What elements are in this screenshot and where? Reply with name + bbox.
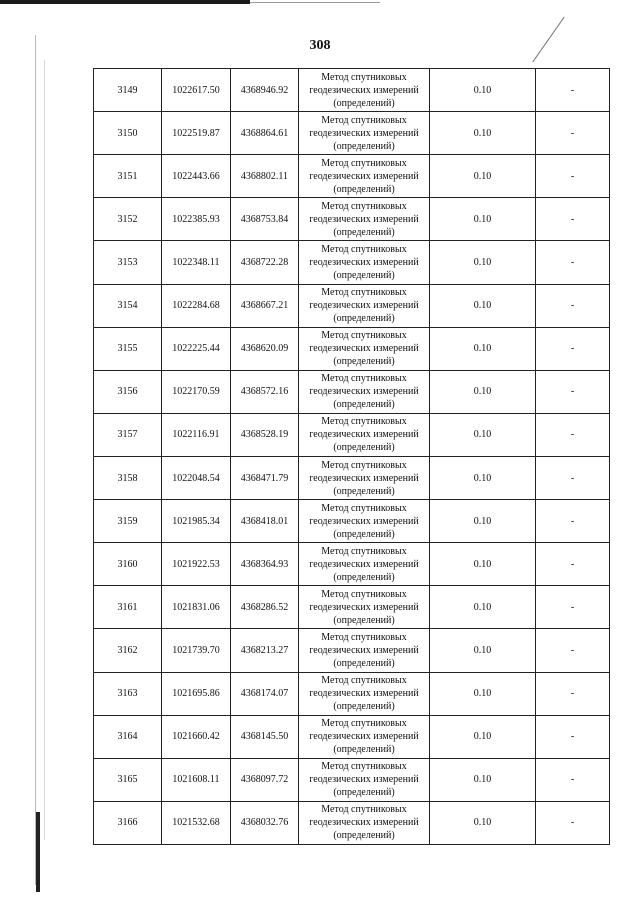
point-number-cell: 3160: [94, 543, 162, 586]
point-number-cell: 3162: [94, 629, 162, 672]
accuracy-cell: 0.10: [430, 586, 536, 629]
point-number-cell: 3154: [94, 284, 162, 327]
table-row: [94, 586, 610, 629]
y-coordinate-cell: 4368145.50: [231, 715, 299, 758]
x-coordinate-cell: 1022443.66: [162, 155, 231, 198]
method-text-line: геодезических измерений: [309, 601, 419, 613]
point-number-cell: 3155: [94, 327, 162, 370]
method-text-line: Метод спутниковых: [321, 675, 407, 687]
method-text-line: (определений): [333, 356, 395, 368]
point-number-cell: 3156: [94, 370, 162, 413]
y-coordinate-cell: 4368213.27: [231, 629, 299, 672]
accuracy-cell: 0.10: [430, 758, 536, 801]
method-cell: [299, 69, 430, 112]
point-number-cell: 3153: [94, 241, 162, 284]
y-coordinate-cell: 4368722.28: [231, 241, 299, 284]
point-number-cell: 3150: [94, 112, 162, 155]
method-cell: [299, 327, 430, 370]
point-number-cell: 3159: [94, 500, 162, 543]
method-cell: [299, 543, 430, 586]
method-text-line: геодезических измерений: [309, 515, 419, 527]
method-text-line: (определений): [333, 226, 395, 238]
y-coordinate-cell: 4368753.84: [231, 198, 299, 241]
scan-artifact-bottom-mark: [36, 812, 40, 892]
table-row: [94, 112, 610, 155]
scan-artifact-top: [0, 0, 250, 4]
accuracy-cell: 0.10: [430, 327, 536, 370]
method-text-line: (определений): [333, 183, 395, 195]
note-cell: -: [536, 543, 610, 586]
point-number-cell: 3157: [94, 413, 162, 456]
note-cell: -: [536, 758, 610, 801]
method-text-line: (определений): [333, 140, 395, 152]
method-text-line: (определений): [333, 442, 395, 454]
method-text-line: (определений): [333, 787, 395, 799]
note-cell: -: [536, 370, 610, 413]
note-cell: -: [536, 413, 610, 456]
table-row: [94, 284, 610, 327]
y-coordinate-cell: 4368620.09: [231, 327, 299, 370]
method-text-line: геодезических измерений: [309, 472, 419, 484]
method-text-line: Метод спутниковых: [321, 71, 407, 83]
x-coordinate-cell: 1022617.50: [162, 69, 231, 112]
method-text-line: Метод спутниковых: [321, 588, 407, 600]
point-number-cell: 3164: [94, 715, 162, 758]
y-coordinate-cell: 4368946.92: [231, 69, 299, 112]
x-coordinate-cell: 1022284.68: [162, 284, 231, 327]
method-text-line: геодезических измерений: [309, 731, 419, 743]
method-text-line: (определений): [333, 614, 395, 626]
method-text-line: геодезических измерений: [309, 170, 419, 182]
table-row: [94, 801, 610, 844]
method-text-line: Метод спутниковых: [321, 718, 407, 730]
scan-artifact-left-edge: [35, 35, 36, 885]
accuracy-cell: 0.10: [430, 456, 536, 499]
table-row: [94, 69, 610, 112]
point-number-cell: 3161: [94, 586, 162, 629]
method-text-line: Метод спутниковых: [321, 545, 407, 557]
method-cell: [299, 413, 430, 456]
point-number-cell: 3165: [94, 758, 162, 801]
table-row: [94, 715, 610, 758]
note-cell: -: [536, 284, 610, 327]
accuracy-cell: 0.10: [430, 672, 536, 715]
method-text-line: (определений): [333, 830, 395, 842]
method-cell: [299, 456, 430, 499]
x-coordinate-cell: 1021608.11: [162, 758, 231, 801]
method-cell: [299, 500, 430, 543]
method-text-line: Метод спутниковых: [321, 200, 407, 212]
method-text-line: геодезических измерений: [309, 386, 419, 398]
method-cell: [299, 284, 430, 327]
method-text-line: геодезических измерений: [309, 127, 419, 139]
method-text-line: геодезических измерений: [309, 84, 419, 96]
coordinates-table: [93, 68, 610, 845]
accuracy-cell: 0.10: [430, 413, 536, 456]
method-text-line: Метод спутниковых: [321, 459, 407, 471]
y-coordinate-cell: 4368528.19: [231, 413, 299, 456]
method-text-line: (определений): [333, 269, 395, 281]
note-cell: -: [536, 327, 610, 370]
table-row: [94, 155, 610, 198]
x-coordinate-cell: 1022348.11: [162, 241, 231, 284]
point-number-cell: 3149: [94, 69, 162, 112]
method-text-line: (определений): [333, 485, 395, 497]
method-cell: [299, 715, 430, 758]
method-text-line: Метод спутниковых: [321, 631, 407, 643]
method-cell: [299, 758, 430, 801]
method-text-line: (определений): [333, 528, 395, 540]
note-cell: -: [536, 801, 610, 844]
method-cell: [299, 629, 430, 672]
method-text-line: Метод спутниковых: [321, 114, 407, 126]
y-coordinate-cell: 4368286.52: [231, 586, 299, 629]
scan-artifact-left-faint: [44, 60, 45, 840]
accuracy-cell: 0.10: [430, 370, 536, 413]
method-cell: [299, 155, 430, 198]
note-cell: -: [536, 456, 610, 499]
note-cell: -: [536, 586, 610, 629]
accuracy-cell: 0.10: [430, 69, 536, 112]
x-coordinate-cell: 1022519.87: [162, 112, 231, 155]
method-text-line: (определений): [333, 744, 395, 756]
y-coordinate-cell: 4368667.21: [231, 284, 299, 327]
table-row: [94, 500, 610, 543]
table-row: [94, 629, 610, 672]
note-cell: -: [536, 500, 610, 543]
method-text-line: геодезических измерений: [309, 343, 419, 355]
y-coordinate-cell: 4368864.61: [231, 112, 299, 155]
table-row: [94, 456, 610, 499]
method-text-line: Метод спутниковых: [321, 373, 407, 385]
note-cell: -: [536, 715, 610, 758]
x-coordinate-cell: 1021739.70: [162, 629, 231, 672]
accuracy-cell: 0.10: [430, 155, 536, 198]
method-text-line: геодезических измерений: [309, 774, 419, 786]
method-text-line: Метод спутниковых: [321, 243, 407, 255]
x-coordinate-cell: 1021695.86: [162, 672, 231, 715]
method-cell: [299, 112, 430, 155]
x-coordinate-cell: 1022225.44: [162, 327, 231, 370]
table-row: [94, 370, 610, 413]
table-row: [94, 758, 610, 801]
method-text-line: (определений): [333, 313, 395, 325]
x-coordinate-cell: 1021831.06: [162, 586, 231, 629]
y-coordinate-cell: 4368802.11: [231, 155, 299, 198]
method-text-line: геодезических измерений: [309, 688, 419, 700]
method-text-line: (определений): [333, 657, 395, 669]
accuracy-cell: 0.10: [430, 715, 536, 758]
table-row: [94, 198, 610, 241]
note-cell: -: [536, 629, 610, 672]
method-text-line: геодезических измерений: [309, 429, 419, 441]
method-cell: [299, 672, 430, 715]
x-coordinate-cell: 1022385.93: [162, 198, 231, 241]
x-coordinate-cell: 1021922.53: [162, 543, 231, 586]
method-text-line: Метод спутниковых: [321, 761, 407, 773]
x-coordinate-cell: 1022048.54: [162, 456, 231, 499]
method-cell: [299, 198, 430, 241]
point-number-cell: 3163: [94, 672, 162, 715]
method-cell: [299, 241, 430, 284]
method-text-line: (определений): [333, 571, 395, 583]
accuracy-cell: 0.10: [430, 500, 536, 543]
method-text-line: Метод спутниковых: [321, 157, 407, 169]
method-cell: [299, 370, 430, 413]
accuracy-cell: 0.10: [430, 801, 536, 844]
method-text-line: геодезических измерений: [309, 256, 419, 268]
x-coordinate-cell: 1021532.68: [162, 801, 231, 844]
x-coordinate-cell: 1022170.59: [162, 370, 231, 413]
note-cell: -: [536, 69, 610, 112]
accuracy-cell: 0.10: [430, 629, 536, 672]
x-coordinate-cell: 1022116.91: [162, 413, 231, 456]
y-coordinate-cell: 4368364.93: [231, 543, 299, 586]
x-coordinate-cell: 1021985.34: [162, 500, 231, 543]
method-text-line: Метод спутниковых: [321, 804, 407, 816]
method-text-line: (определений): [333, 399, 395, 411]
accuracy-cell: 0.10: [430, 112, 536, 155]
table-row: [94, 543, 610, 586]
method-text-line: Метод спутниковых: [321, 416, 407, 428]
method-text-line: геодезических измерений: [309, 558, 419, 570]
accuracy-cell: 0.10: [430, 198, 536, 241]
note-cell: -: [536, 672, 610, 715]
page-number: 308: [309, 38, 331, 53]
point-number-cell: 3152: [94, 198, 162, 241]
table-row: [94, 672, 610, 715]
method-text-line: геодезических измерений: [309, 213, 419, 225]
accuracy-cell: 0.10: [430, 284, 536, 327]
method-text-line: геодезических измерений: [309, 300, 419, 312]
y-coordinate-cell: 4368471.79: [231, 456, 299, 499]
method-text-line: (определений): [333, 97, 395, 109]
method-text-line: геодезических измерений: [309, 644, 419, 656]
y-coordinate-cell: 4368097.72: [231, 758, 299, 801]
method-cell: [299, 586, 430, 629]
method-text-line: геодезических измерений: [309, 817, 419, 829]
point-number-cell: 3158: [94, 456, 162, 499]
method-text-line: (определений): [333, 701, 395, 713]
point-number-cell: 3151: [94, 155, 162, 198]
scan-artifact-top-faint: [250, 2, 380, 3]
method-text-line: Метод спутниковых: [321, 502, 407, 514]
note-cell: -: [536, 198, 610, 241]
y-coordinate-cell: 4368572.16: [231, 370, 299, 413]
y-coordinate-cell: 4368174.07: [231, 672, 299, 715]
y-coordinate-cell: 4368418.01: [231, 500, 299, 543]
table-row: [94, 327, 610, 370]
method-cell: [299, 801, 430, 844]
note-cell: -: [536, 112, 610, 155]
table-row: [94, 241, 610, 284]
accuracy-cell: 0.10: [430, 241, 536, 284]
note-cell: -: [536, 241, 610, 284]
method-text-line: Метод спутниковых: [321, 330, 407, 342]
accuracy-cell: 0.10: [430, 543, 536, 586]
x-coordinate-cell: 1021660.42: [162, 715, 231, 758]
y-coordinate-cell: 4368032.76: [231, 801, 299, 844]
method-text-line: Метод спутниковых: [321, 287, 407, 299]
note-cell: -: [536, 155, 610, 198]
table-row: [94, 413, 610, 456]
point-number-cell: 3166: [94, 801, 162, 844]
